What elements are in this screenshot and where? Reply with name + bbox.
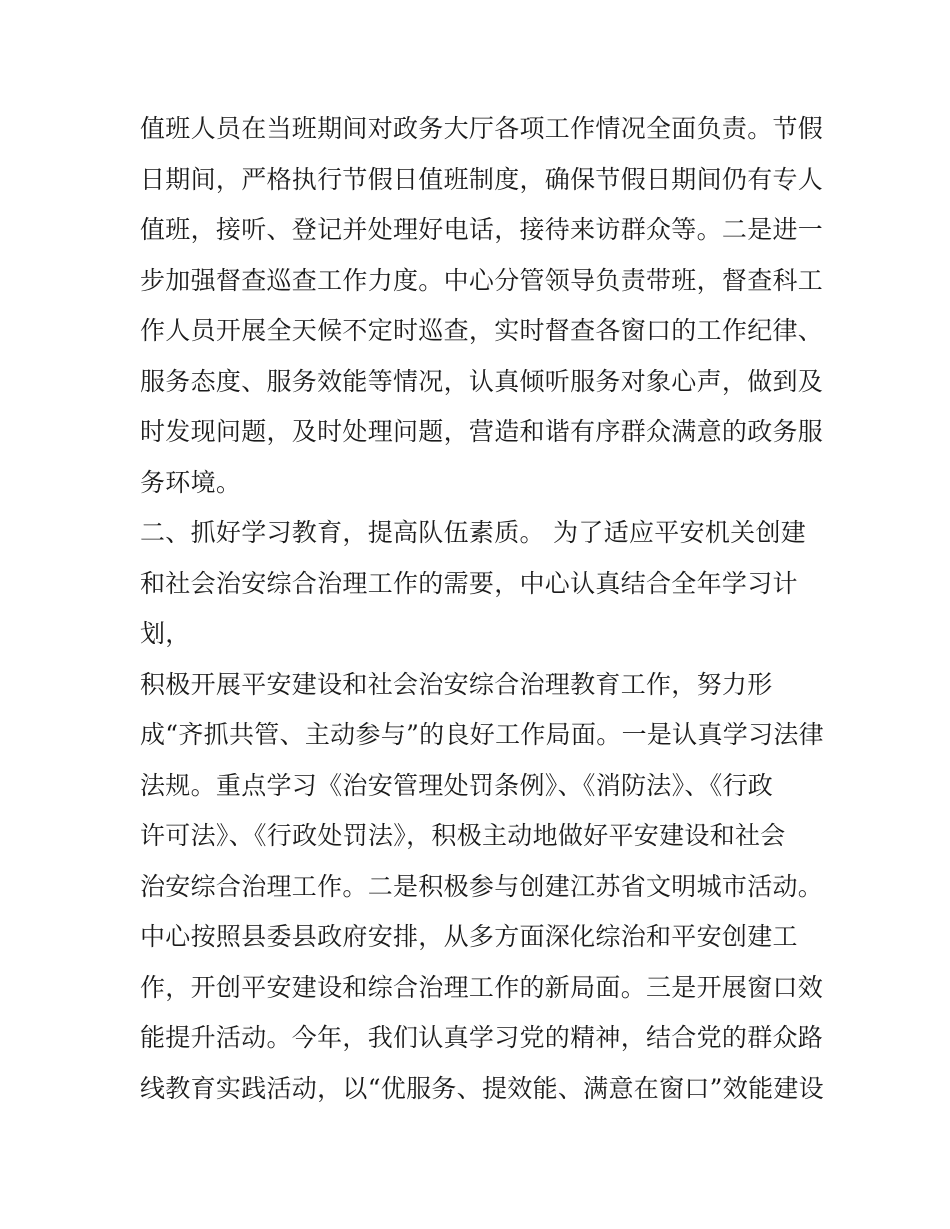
text-line: 时发现问题，及时处理问题，营造和谐有序群众满意的政务服 — [140, 417, 824, 446]
text-line: 值班，接听、登记并处理好电话，接待来访群众等。二是进一 — [140, 215, 824, 244]
text-line: 务环境。 — [140, 467, 242, 497]
text-line: 划， — [140, 619, 191, 648]
text-line: 值班人员在当班期间对政务大厅各项工作情况全面负责。节假 — [140, 114, 824, 143]
text-line: 成“齐抓共管、主动参与”的良好工作局面。一是认真学习法律 — [140, 720, 824, 749]
text-line: 服务态度、服务效能等情况，认真倾听服务对象心声，做到及 — [140, 366, 824, 396]
text-line: 中心按照县委县政府安排，从多方面深化综治和平安创建工 — [140, 922, 798, 951]
section-heading-line: 二、抓好学习教育，提高队伍素质。 为了适应平安机关创建 — [140, 518, 807, 547]
text-line: 法规。重点学习《治安管理处罚条例》、《消防法》、《行政 — [140, 770, 774, 800]
text-line: 线教育实践活动，以“优服务、提效能、满意在窗口”效能建设 — [140, 1073, 824, 1103]
text-line: 积极开展平安建设和社会治安综合治理教育工作，努力形 — [140, 669, 773, 699]
text-line: 作，开创平安建设和综合治理工作的新局面。三是开展窗口效 — [140, 972, 824, 1002]
text-line: 治安综合治理工作。二是积极参与创建江苏省文明城市活动。 — [140, 871, 824, 901]
text-line: 作人员开展全天候不定时巡查，实时督查各窗口的工作纪律、 — [140, 316, 824, 345]
text-line: 日期间，严格执行节假日值班制度，确保节假日期间仍有专人 — [140, 164, 824, 194]
text-line: 能提升活动。今年，我们认真学习党的精神，结合党的群众路 — [140, 1023, 824, 1052]
text-line: 步加强督查巡查工作力度。中心分管领导负责带班，督查科工 — [140, 265, 824, 295]
document-body — [140, 104, 830, 1114]
text-line: 许可法》、《行政处罚法》，积极主动地做好平安建设和社会 — [140, 821, 786, 850]
text-line: 和社会治安综合治理工作的需要，中心认真结合全年学习计 — [140, 568, 798, 598]
